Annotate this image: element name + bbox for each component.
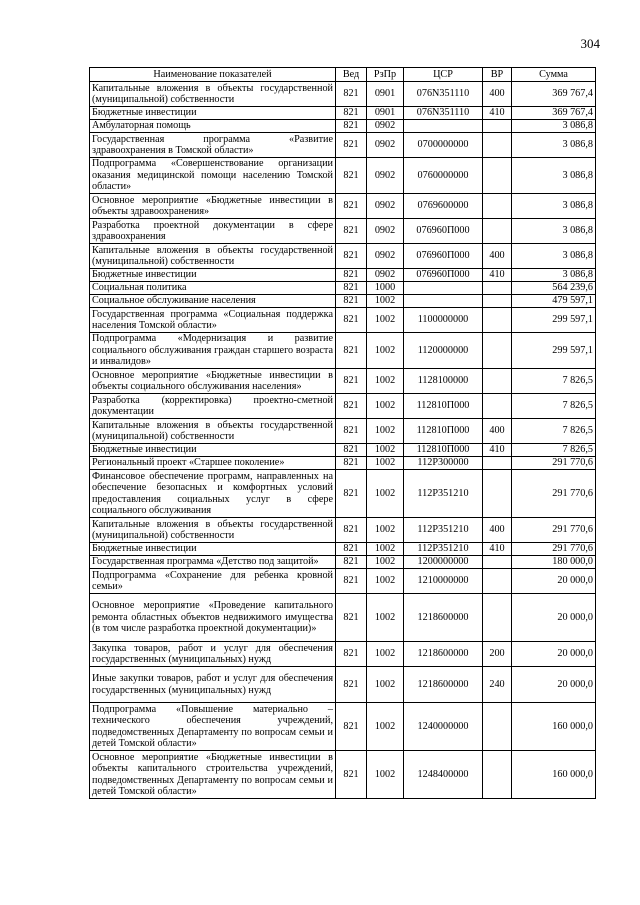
cell-ved: 821 bbox=[336, 569, 367, 594]
cell-name: Закупка товаров, работ и услуг для обеспечения государственных (муниципальных) нужд bbox=[90, 642, 336, 667]
cell-ved: 821 bbox=[336, 269, 367, 282]
cell-vr bbox=[483, 295, 512, 308]
cell-csr: 1200000000 bbox=[404, 556, 483, 569]
header-csr: ЦСР bbox=[404, 68, 483, 82]
cell-rzpr: 1002 bbox=[367, 394, 404, 419]
cell-rzpr: 0902 bbox=[367, 120, 404, 133]
header-rzpr: РзПр bbox=[367, 68, 404, 82]
cell-name: Государственная программа «Социальная поддержка населения Томской области» bbox=[90, 308, 336, 333]
cell-rzpr: 1000 bbox=[367, 282, 404, 295]
cell-ved: 821 bbox=[336, 394, 367, 419]
cell-csr: 1240000000 bbox=[404, 703, 483, 751]
cell-ved: 821 bbox=[336, 194, 367, 219]
cell-vr bbox=[483, 158, 512, 194]
cell-csr: 0769600000 bbox=[404, 194, 483, 219]
cell-rzpr: 1002 bbox=[367, 457, 404, 470]
cell-ved: 821 bbox=[336, 751, 367, 799]
cell-csr: 1120000000 bbox=[404, 333, 483, 369]
cell-csr: 1210000000 bbox=[404, 569, 483, 594]
cell-sum: 299 597,1 bbox=[512, 308, 596, 333]
cell-ved: 821 bbox=[336, 333, 367, 369]
cell-rzpr: 0902 bbox=[367, 269, 404, 282]
cell-csr: 112P351210 bbox=[404, 543, 483, 556]
cell-csr: 112810П000 bbox=[404, 444, 483, 457]
cell-vr bbox=[483, 394, 512, 419]
cell-sum: 3 086,8 bbox=[512, 219, 596, 244]
header-name: Наименование показателей bbox=[90, 68, 336, 82]
cell-sum: 291 770,6 bbox=[512, 470, 596, 518]
cell-name: Капитальные вложения в объекты государственной (муниципальной) собственности bbox=[90, 244, 336, 269]
table-row bbox=[90, 369, 596, 394]
cell-rzpr: 0902 bbox=[367, 244, 404, 269]
cell-vr bbox=[483, 194, 512, 219]
cell-name: Разработка (корректировка) проектно-сметной документации bbox=[90, 394, 336, 419]
cell-name: Иные закупки товаров, работ и услуг для обеспечения государственных (муниципальных) нужд bbox=[90, 667, 336, 703]
cell-rzpr: 1002 bbox=[367, 518, 404, 543]
cell-sum: 3 086,8 bbox=[512, 269, 596, 282]
cell-vr: 410 bbox=[483, 107, 512, 120]
cell-vr: 400 bbox=[483, 419, 512, 444]
cell-sum: 291 770,6 bbox=[512, 457, 596, 470]
table-row bbox=[90, 556, 596, 569]
cell-name: Бюджетные инвестиции bbox=[90, 107, 336, 120]
table-row bbox=[90, 543, 596, 556]
cell-sum: 20 000,0 bbox=[512, 569, 596, 594]
cell-ved: 821 bbox=[336, 120, 367, 133]
cell-rzpr: 1002 bbox=[367, 667, 404, 703]
cell-name: Финансовое обеспечение программ, направленных на обеспечение безопасных и комфортных условий предоставления социальных услуг в сфере социального обслуживания bbox=[90, 470, 336, 518]
cell-csr: 076960П000 bbox=[404, 269, 483, 282]
cell-name: Капитальные вложения в объекты государственной (муниципальной) собственности bbox=[90, 82, 336, 107]
cell-csr: 1218600000 bbox=[404, 642, 483, 667]
cell-csr: 076N351110 bbox=[404, 107, 483, 120]
cell-rzpr: 1002 bbox=[367, 419, 404, 444]
cell-name: Социальная политика bbox=[90, 282, 336, 295]
cell-name: Амбулаторная помощь bbox=[90, 120, 336, 133]
cell-vr bbox=[483, 219, 512, 244]
cell-name: Основное мероприятие «Бюджетные инвестиции в объекты здравоохранения» bbox=[90, 194, 336, 219]
cell-name: Капитальные вложения в объекты государственной (муниципальной) собственности bbox=[90, 419, 336, 444]
cell-vr bbox=[483, 282, 512, 295]
cell-vr bbox=[483, 457, 512, 470]
table-row bbox=[90, 594, 596, 642]
cell-vr bbox=[483, 120, 512, 133]
table-row bbox=[90, 703, 596, 751]
cell-vr: 400 bbox=[483, 244, 512, 269]
cell-rzpr: 1002 bbox=[367, 594, 404, 642]
cell-csr: 112P351210 bbox=[404, 518, 483, 543]
cell-ved: 821 bbox=[336, 594, 367, 642]
cell-sum: 3 086,8 bbox=[512, 120, 596, 133]
cell-csr: 0700000000 bbox=[404, 133, 483, 158]
cell-rzpr: 1002 bbox=[367, 333, 404, 369]
cell-vr: 400 bbox=[483, 518, 512, 543]
table-row bbox=[90, 82, 596, 107]
cell-ved: 821 bbox=[336, 369, 367, 394]
cell-vr: 400 bbox=[483, 82, 512, 107]
cell-sum: 564 239,6 bbox=[512, 282, 596, 295]
cell-rzpr: 1002 bbox=[367, 569, 404, 594]
cell-csr: 112810П000 bbox=[404, 419, 483, 444]
cell-csr: 1100000000 bbox=[404, 308, 483, 333]
header-sum: Сумма bbox=[512, 68, 596, 82]
cell-ved: 821 bbox=[336, 133, 367, 158]
cell-sum: 160 000,0 bbox=[512, 703, 596, 751]
cell-rzpr: 0902 bbox=[367, 133, 404, 158]
cell-ved: 821 bbox=[336, 419, 367, 444]
page-number: 304 bbox=[580, 36, 600, 51]
table-row bbox=[90, 308, 596, 333]
cell-rzpr: 1002 bbox=[367, 444, 404, 457]
table-row bbox=[90, 120, 596, 133]
cell-sum: 3 086,8 bbox=[512, 194, 596, 219]
cell-vr bbox=[483, 369, 512, 394]
cell-sum: 160 000,0 bbox=[512, 751, 596, 799]
cell-ved: 821 bbox=[336, 295, 367, 308]
cell-sum: 299 597,1 bbox=[512, 333, 596, 369]
cell-ved: 821 bbox=[336, 444, 367, 457]
table-row bbox=[90, 444, 596, 457]
cell-sum: 479 597,1 bbox=[512, 295, 596, 308]
cell-ved: 821 bbox=[336, 518, 367, 543]
cell-sum: 3 086,8 bbox=[512, 158, 596, 194]
cell-rzpr: 1002 bbox=[367, 308, 404, 333]
table-row bbox=[90, 269, 596, 282]
cell-csr: 112810П000 bbox=[404, 394, 483, 419]
cell-name: Государственная программа «Развитие здравоохранения в Томской области» bbox=[90, 133, 336, 158]
cell-sum: 20 000,0 bbox=[512, 642, 596, 667]
cell-sum: 291 770,6 bbox=[512, 543, 596, 556]
cell-name: Бюджетные инвестиции bbox=[90, 444, 336, 457]
table-row bbox=[90, 133, 596, 158]
table-row bbox=[90, 518, 596, 543]
table-row bbox=[90, 569, 596, 594]
cell-csr: 112P300000 bbox=[404, 457, 483, 470]
table-header-row bbox=[90, 68, 596, 82]
table-row bbox=[90, 457, 596, 470]
cell-ved: 821 bbox=[336, 219, 367, 244]
table-row bbox=[90, 642, 596, 667]
cell-ved: 821 bbox=[336, 703, 367, 751]
cell-vr bbox=[483, 470, 512, 518]
cell-sum: 7 826,5 bbox=[512, 394, 596, 419]
cell-sum: 180 000,0 bbox=[512, 556, 596, 569]
cell-vr: 410 bbox=[483, 543, 512, 556]
cell-vr bbox=[483, 703, 512, 751]
table-row bbox=[90, 470, 596, 518]
table-row bbox=[90, 194, 596, 219]
cell-csr: 0760000000 bbox=[404, 158, 483, 194]
cell-vr bbox=[483, 333, 512, 369]
cell-name: Подпрограмма «Совершенствование организации оказания медицинской помощи населению Томской области» bbox=[90, 158, 336, 194]
table-row bbox=[90, 244, 596, 269]
cell-name: Социальное обслуживание населения bbox=[90, 295, 336, 308]
table-row bbox=[90, 219, 596, 244]
table-row bbox=[90, 295, 596, 308]
cell-csr: 1128100000 bbox=[404, 369, 483, 394]
cell-rzpr: 1002 bbox=[367, 703, 404, 751]
cell-rzpr: 0901 bbox=[367, 82, 404, 107]
cell-name: Разработка проектной документации в сфере здравоохранения bbox=[90, 219, 336, 244]
budget-table bbox=[89, 67, 596, 799]
cell-rzpr: 1002 bbox=[367, 751, 404, 799]
cell-ved: 821 bbox=[336, 107, 367, 120]
cell-sum: 7 826,5 bbox=[512, 444, 596, 457]
cell-name: Капитальные вложения в объекты государственной (муниципальной) собственности bbox=[90, 518, 336, 543]
table-row bbox=[90, 107, 596, 120]
cell-name: Основное мероприятие «Бюджетные инвестиции в объекты социального обслуживания населения» bbox=[90, 369, 336, 394]
cell-name: Основное мероприятие «Проведение капитального ремонта областных объектов недвижимого имущества (в том числе разработка проектной документации)» bbox=[90, 594, 336, 642]
table-row bbox=[90, 419, 596, 444]
cell-sum: 291 770,6 bbox=[512, 518, 596, 543]
cell-vr bbox=[483, 751, 512, 799]
cell-ved: 821 bbox=[336, 642, 367, 667]
cell-vr bbox=[483, 556, 512, 569]
cell-rzpr: 1002 bbox=[367, 543, 404, 556]
table-row bbox=[90, 394, 596, 419]
cell-vr: 240 bbox=[483, 667, 512, 703]
table-row bbox=[90, 667, 596, 703]
cell-name: Основное мероприятие «Бюджетные инвестиции в объекты капитального строительства учреждений, подведомственных Департаменту по вопросам семьи и детей Томской области» bbox=[90, 751, 336, 799]
header-vr: ВР bbox=[483, 68, 512, 82]
cell-ved: 821 bbox=[336, 556, 367, 569]
cell-name: Подпрограмма «Сохранение для ребенка кровной семьи» bbox=[90, 569, 336, 594]
cell-sum: 3 086,8 bbox=[512, 133, 596, 158]
cell-vr: 410 bbox=[483, 269, 512, 282]
cell-csr bbox=[404, 282, 483, 295]
cell-rzpr: 0902 bbox=[367, 219, 404, 244]
table-row bbox=[90, 333, 596, 369]
cell-name: Бюджетные инвестиции bbox=[90, 543, 336, 556]
cell-vr bbox=[483, 594, 512, 642]
cell-csr bbox=[404, 295, 483, 308]
cell-csr: 1248400000 bbox=[404, 751, 483, 799]
cell-vr bbox=[483, 133, 512, 158]
cell-csr: 076960П000 bbox=[404, 244, 483, 269]
cell-ved: 821 bbox=[336, 158, 367, 194]
cell-sum: 7 826,5 bbox=[512, 419, 596, 444]
cell-ved: 821 bbox=[336, 244, 367, 269]
cell-vr bbox=[483, 308, 512, 333]
cell-csr: 076960П000 bbox=[404, 219, 483, 244]
cell-ved: 821 bbox=[336, 282, 367, 295]
table-row bbox=[90, 282, 596, 295]
cell-rzpr: 1002 bbox=[367, 369, 404, 394]
cell-sum: 369 767,4 bbox=[512, 82, 596, 107]
cell-sum: 20 000,0 bbox=[512, 594, 596, 642]
cell-ved: 821 bbox=[336, 667, 367, 703]
cell-csr: 1218600000 bbox=[404, 667, 483, 703]
cell-rzpr: 0902 bbox=[367, 158, 404, 194]
cell-vr bbox=[483, 569, 512, 594]
table-row bbox=[90, 158, 596, 194]
cell-ved: 821 bbox=[336, 543, 367, 556]
cell-rzpr: 0901 bbox=[367, 107, 404, 120]
cell-csr bbox=[404, 120, 483, 133]
cell-name: Государственная программа «Детство под защитой» bbox=[90, 556, 336, 569]
cell-csr: 112P351210 bbox=[404, 470, 483, 518]
cell-sum: 20 000,0 bbox=[512, 667, 596, 703]
cell-name: Региональный проект «Старшее поколение» bbox=[90, 457, 336, 470]
cell-rzpr: 1002 bbox=[367, 295, 404, 308]
cell-rzpr: 1002 bbox=[367, 642, 404, 667]
cell-rzpr: 1002 bbox=[367, 556, 404, 569]
cell-ved: 821 bbox=[336, 457, 367, 470]
cell-vr: 410 bbox=[483, 444, 512, 457]
cell-vr: 200 bbox=[483, 642, 512, 667]
cell-rzpr: 1002 bbox=[367, 470, 404, 518]
cell-sum: 3 086,8 bbox=[512, 244, 596, 269]
cell-csr: 1218600000 bbox=[404, 594, 483, 642]
cell-rzpr: 0902 bbox=[367, 194, 404, 219]
cell-sum: 369 767,4 bbox=[512, 107, 596, 120]
header-ved: Вед bbox=[336, 68, 367, 82]
cell-name: Бюджетные инвестиции bbox=[90, 269, 336, 282]
table-row bbox=[90, 751, 596, 799]
cell-csr: 076N351110 bbox=[404, 82, 483, 107]
cell-ved: 821 bbox=[336, 470, 367, 518]
cell-ved: 821 bbox=[336, 308, 367, 333]
cell-sum: 7 826,5 bbox=[512, 369, 596, 394]
cell-ved: 821 bbox=[336, 82, 367, 107]
cell-name: Подпрограмма «Модернизация и развитие социального обслуживания граждан старшего возраста и инвалидов» bbox=[90, 333, 336, 369]
cell-name: Подпрограмма «Повышение материально – технического обеспечения учреждений, подведомственных Департаменту по вопросам семьи и детей Томской области» bbox=[90, 703, 336, 751]
